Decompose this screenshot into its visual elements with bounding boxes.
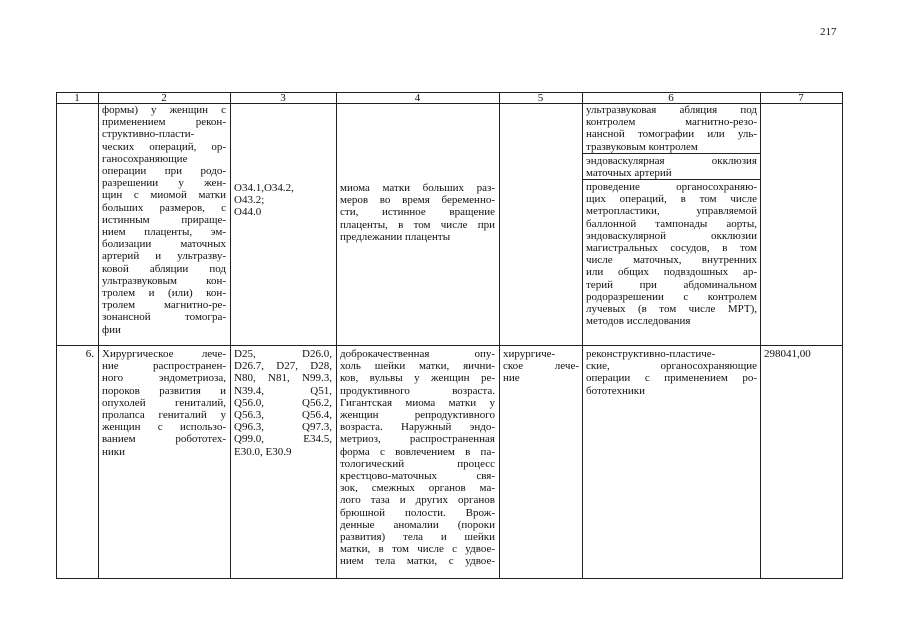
cont-icd-codes: O34.1,O34.2, O43.2; O44.0 <box>234 182 294 219</box>
page-number: 217 <box>820 26 837 38</box>
col-header-1: 1 <box>74 92 80 104</box>
row6-number: 6. <box>85 348 94 360</box>
cont-method-organ-preserving: проведение органосохраняю- щих операций, в том числе метропластики, управляемой баллонной тампонады аорты, эндоваскулярной окклюзии магистральных сосудов, в том числе маточных, внутренних или общих подвздошных ар- терий при абдоминальном родоразрешении с контролем лучевых (в том числе МРТ), методов исследования <box>586 181 757 328</box>
row6-cost: 298041,00 <box>764 348 811 360</box>
col-header-6: 6 <box>668 92 674 104</box>
cont-diagnosis: миома матки больших раз- меров во время беременно- сти, истинное вращение плаценты, в том числе при предлежании плаценты <box>340 182 495 243</box>
col-header-2: 2 <box>161 92 167 104</box>
cont-method-embolization: эндоваскулярная окклюзия маточных артерий <box>586 155 757 180</box>
cont-method-name: формы) у женщин с применением рекон- структивно-пласти- ческих операций, ор- ганосохраняющие операции при родо- разрешении у жен- щин с миомой матки больших размеров, с истинным приращe- нием плаценты, эм- болизации маточных артерий и ультразву- ковой абляции под ультразвуковым кон- тролем и (или) кон- тролем магнитно-ре- зонансной томогра- фии <box>102 104 226 336</box>
col-header-7: 7 <box>798 92 804 104</box>
row6-method-name: Хирургическое лече- ние распространен- ного эндометриоза, пороков развития и опухолей гениталий, пролапса гениталий у женщин с использо- ванием робототех- ники <box>102 348 226 458</box>
row6-icd-codes: D25, D26.0, D26.7, D27, D28, N80, N81, N99.3, N39.4, Q51, Q56.0, Q56.2, Q56.3, Q56.4, Q96.3, Q97.3, Q99.0, E34.5, E30.0, E30.9 <box>234 348 332 458</box>
row6-treatment-method: реконструктивно-пластиче- ские, органосохраняющие операции с применением ро- бототехники <box>586 348 757 397</box>
col-header-4: 4 <box>414 92 421 104</box>
cont-method-ultrasound-ablation: ультразвуковая абляция под контролем магнитно-резо- нансной томографии или уль- тразвуковым контролем <box>586 104 757 153</box>
row6-diagnosis: доброкачественная опу- холь шейки матки, яични- ков, вульвы у женщин ре- продуктивного возраста. Гигантская миома матки у женщин репродуктивного возраста. Наружный эндо- метриоз, распространенная форма с вовлечением в па- тологический процесс крестцово-маточных свя- зок, смежных органов ма- лого таза и других органов брюшной полости. Врож- денные аномалии (пороки развития) тела и шейки матки, в том числе с удвое- нием тела матки, с удвое- <box>340 348 495 568</box>
col-header-5: 5 <box>537 92 544 104</box>
col-header-3: 3 <box>280 92 286 104</box>
medical-care-table <box>56 92 843 579</box>
row6-treatment-type: хирургиче- ское лече- ние <box>503 348 579 385</box>
